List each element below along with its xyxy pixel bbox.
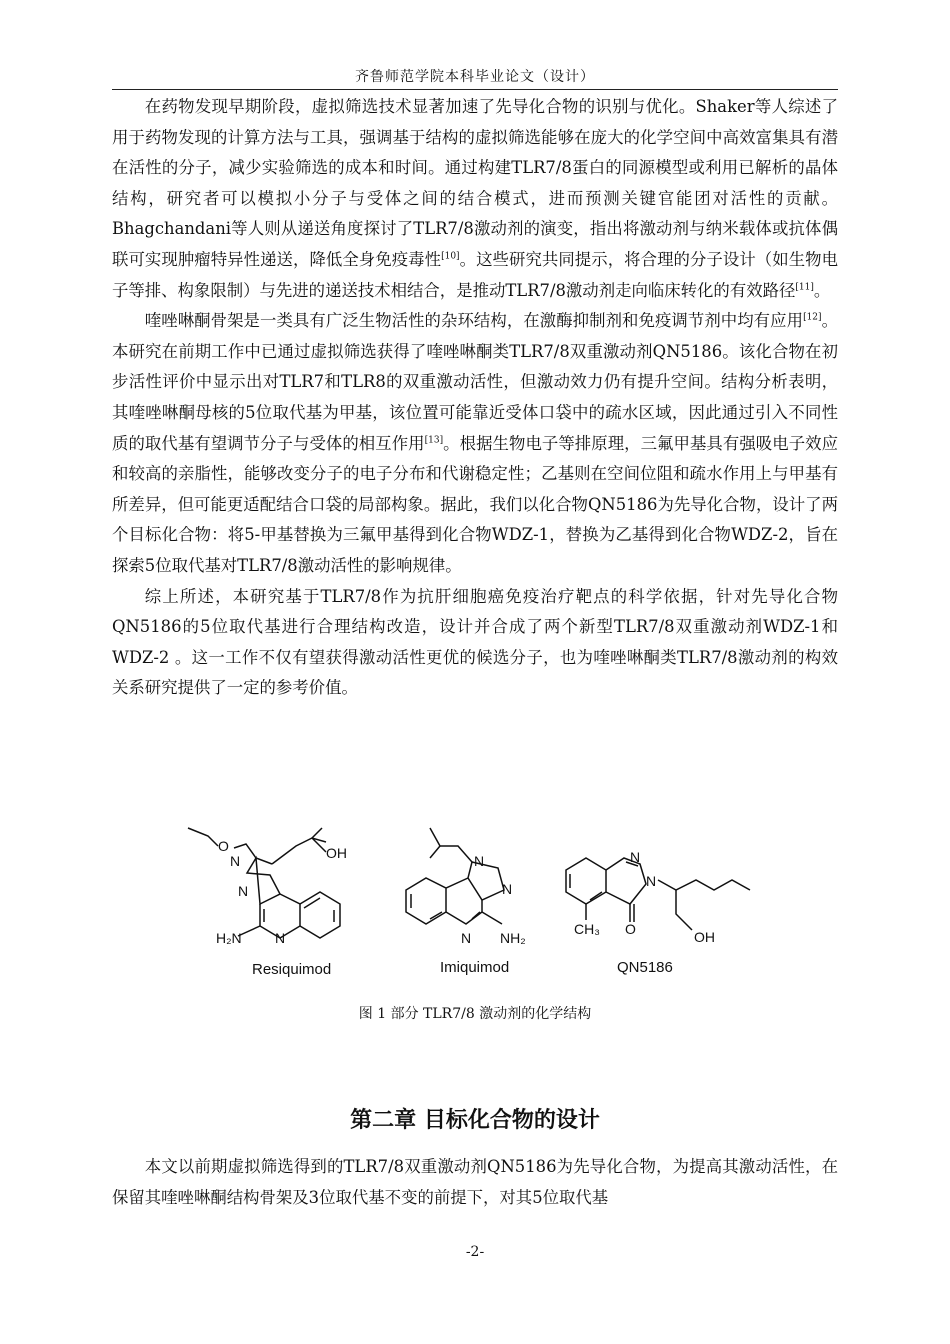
atom-N: N bbox=[230, 853, 241, 869]
compound-label-qn5186: QN5186 bbox=[617, 959, 673, 976]
paragraph-3: 综上所述，本研究基于TLR7/8作为抗肝细胞癌免疫治疗靶点的科学依据，针对先导化合物QN5186的5位取代基进行合理结构改造，设计并合成了两个新型TLR7/8双重激动剂WDZ-1和WDZ-2 。这一工作不仅有望获得激动活性更优的候选分子，也为喹唑啉酮类TLR7/8激动剂的构效关系研究提供了一定的参考价值。 bbox=[112, 586, 838, 698]
atom-OH: OH bbox=[326, 845, 347, 861]
chapter-title: 第二章 目标化合物的设计 bbox=[350, 1108, 600, 1133]
atom-H2N: H₂N bbox=[216, 930, 242, 946]
body-text-continued bbox=[112, 1152, 838, 1213]
atom-CH3: CH₃ bbox=[574, 921, 600, 937]
atom-N: N bbox=[461, 930, 472, 946]
atom-OH: OH bbox=[694, 929, 715, 945]
atom-N: N bbox=[502, 881, 513, 897]
figure-caption: 图 1 部分 TLR7/8 激动剂的化学结构 bbox=[358, 1006, 592, 1022]
citation: [11] bbox=[795, 282, 814, 293]
chemical-structures-figure bbox=[112, 818, 838, 983]
atom-N: N bbox=[238, 883, 249, 899]
atom-O: O bbox=[218, 838, 229, 854]
atom-N: N bbox=[630, 849, 641, 865]
compound-label-imiquimod: Imiquimod bbox=[440, 959, 510, 976]
citation: [13] bbox=[424, 435, 444, 446]
structures-svg bbox=[112, 818, 838, 983]
page-number: -2- bbox=[465, 1244, 485, 1260]
paragraph-2: 喹唑啉酮骨架是一类具有广泛生物活性的杂环结构，在激酶抑制剂和免疫调节剂中均有应用[12]。本研究在前期工作中已通过虚拟筛选获得了喹唑啉酮类TLR7/8双重激动剂QN5186。该化合物在初步活性评价中显示出对TLR7和TLR8的双重激动活性，但激动效力仍有提升空间。结构分析表明，其喹唑啉酮母核的5位取代基为甲基，该位置可能靠近受体口袋中的疏水区域，因此通过引入不同性质的取代基有望调节分子与受体的相互作用[13]。根据生物电子等排原理，三氟甲基具有强吸电子效应和较高的亲脂性，能够改变分子的电子分布和代谢稳定性；乙基则在空间位阻和疏水作用上与甲基有所差异，但可能更适配结合口袋的局部构象。据此，我们以化合物QN5186为先导化合物，设计了两个目标化合物：将5-甲基替换为三氟甲基得到化合物WDZ-1，替换为乙基得到化合物WDZ-2，旨在探索5位取代基对TLR7/8激动活性的影响规律。 bbox=[112, 311, 839, 575]
compound-label-resiquimod: Resiquimod bbox=[252, 961, 332, 978]
paragraph-1: 在药物发现早期阶段，虚拟筛选技术显著加速了先导化合物的识别与优化。Shaker等人综述了用于药物发现的计算方法与工具，强调基于结构的虚拟筛选能够在庞大的化学空间中高效富集具有潜在活性的分子，减少实验筛选的成本和时间。通过构建TLR7/8蛋白的同源模型或利用已解析的晶体结构，研究者可以模拟小分子与受体之间的结合模式，进而预测关键官能团对活性的贡献。Bhagchandani等人则从递送角度探讨了TLR7/8激动剂的演变，指出将激动剂与纳米载体或抗体偶联可实现肿瘤特异性递送，降低全身免疫毒性[10]。这些研究共同提示，将合理的分子设计（如生物电子等排、构象限制）与先进的递送技术相结合，是推动TLR7/8激动剂走向临床转化的有效路径[11]。 bbox=[112, 97, 838, 300]
atom-N: N bbox=[474, 853, 485, 869]
citation: [12] bbox=[803, 312, 822, 323]
page-header: 齐鲁师范学院本科毕业论文（设计） bbox=[112, 66, 838, 90]
atom-NH2: NH₂ bbox=[500, 930, 526, 946]
body-text bbox=[112, 92, 838, 704]
paragraph-4: 本文以前期虚拟筛选得到的TLR7/8双重激动剂QN5186为先导化合物，为提高其激动活性，在保留其喹唑啉酮结构骨架及3位取代基不变的前提下，对其5位取代基 bbox=[112, 1157, 838, 1207]
atom-N: N bbox=[275, 930, 286, 946]
atom-N: N bbox=[646, 873, 657, 889]
citation: [10] bbox=[441, 251, 460, 262]
atom-O: O bbox=[625, 921, 636, 937]
